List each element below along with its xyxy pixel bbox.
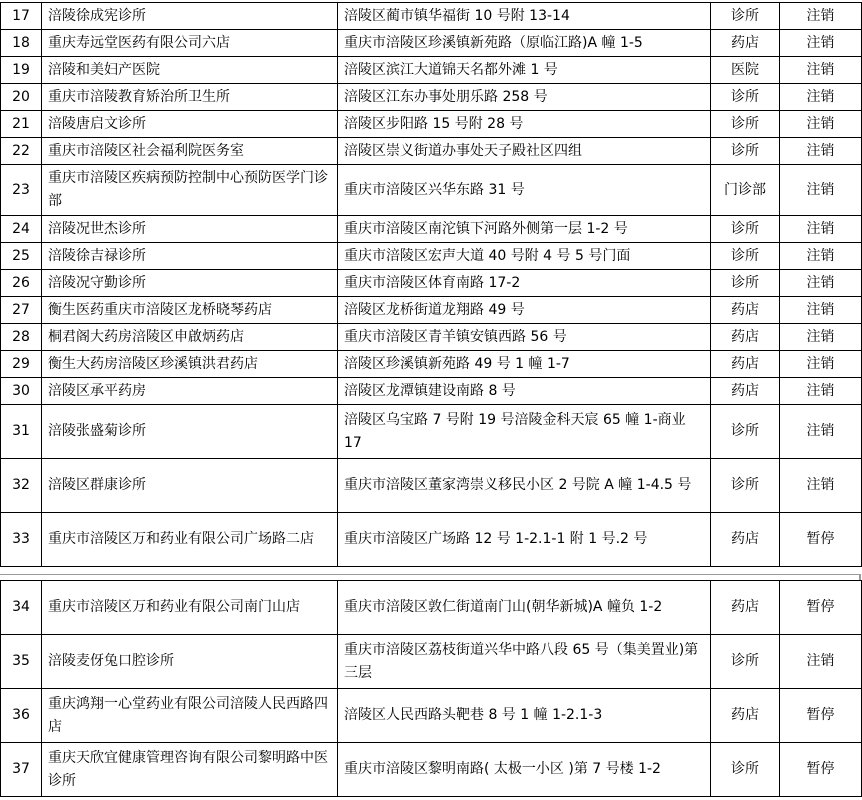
table-row	[1, 351, 862, 378]
institution-address: 涪陵区珍溪镇新苑路 49 号 1 幢 1-7	[338, 351, 711, 378]
status-value: 注销	[780, 378, 862, 405]
table-row	[1, 581, 862, 635]
institution-type: 诊所	[711, 405, 780, 459]
table-row	[1, 297, 862, 324]
institution-type: 诊所	[711, 216, 780, 243]
institution-type: 药店	[711, 689, 780, 743]
institution-name: 重庆市涪陵教育矫治所卫生所	[42, 84, 338, 111]
table-row	[1, 270, 862, 297]
institution-name: 重庆寿远堂医药有限公司六店	[42, 30, 338, 57]
table-row	[1, 30, 862, 57]
table-row	[1, 165, 862, 216]
institution-name: 重庆市涪陵区社会福利院医务室	[42, 138, 338, 165]
institution-type: 诊所	[711, 459, 780, 513]
status-value: 注销	[780, 30, 862, 57]
row-number: 18	[1, 30, 42, 57]
institution-type: 诊所	[711, 743, 780, 797]
institution-name: 涪陵唐启文诊所	[42, 111, 338, 138]
row-number: 36	[1, 689, 42, 743]
table-row	[1, 513, 862, 567]
records-table-body	[1, 3, 862, 567]
status-value: 注销	[780, 84, 862, 111]
institution-type: 药店	[711, 378, 780, 405]
institution-type: 药店	[711, 581, 780, 635]
table-row	[1, 3, 862, 30]
row-number: 25	[1, 243, 42, 270]
institution-address: 涪陵区滨江大道锦天名都外滩 1 号	[338, 57, 711, 84]
institution-address: 重庆市涪陵区董家湾崇义移民小区 2 号院 A 幢 1-4.5 号	[338, 459, 711, 513]
institution-name: 涪陵麦伢兔口腔诊所	[42, 635, 338, 689]
table-row	[1, 743, 862, 797]
status-value: 暂停	[780, 513, 862, 567]
institution-address: 重庆市涪陵区荔枝街道兴华中路八段 65 号（集美置业)第三层	[338, 635, 711, 689]
institution-type: 药店	[711, 324, 780, 351]
institution-name: 涪陵况世杰诊所	[42, 216, 338, 243]
table-row	[1, 216, 862, 243]
institution-type: 门诊部	[711, 165, 780, 216]
table-row	[1, 57, 862, 84]
institution-address: 重庆市涪陵区宏声大道 40 号附 4 号 5 号门面	[338, 243, 711, 270]
institution-name: 衡生大药房涪陵区珍溪镇洪君药店	[42, 351, 338, 378]
institution-name: 重庆鸿翔一心堂药业有限公司涪陵人民西路四店	[42, 689, 338, 743]
row-number: 31	[1, 405, 42, 459]
status-value: 注销	[780, 270, 862, 297]
status-value: 注销	[780, 635, 862, 689]
row-number: 29	[1, 351, 42, 378]
records-table-top	[0, 2, 862, 567]
status-value: 注销	[780, 405, 862, 459]
institution-address: 重庆市涪陵区体育南路 17-2	[338, 270, 711, 297]
status-value: 注销	[780, 351, 862, 378]
row-number: 26	[1, 270, 42, 297]
table-row	[1, 243, 862, 270]
institution-type: 诊所	[711, 111, 780, 138]
row-number: 37	[1, 743, 42, 797]
table-row	[1, 459, 862, 513]
institution-type: 药店	[711, 30, 780, 57]
row-number: 23	[1, 165, 42, 216]
row-number: 22	[1, 138, 42, 165]
row-number: 24	[1, 216, 42, 243]
row-number: 34	[1, 581, 42, 635]
institution-address: 涪陵区龙潭镇建设南路 8 号	[338, 378, 711, 405]
institution-name: 涪陵和美妇产医院	[42, 57, 338, 84]
institution-address: 重庆市涪陵区黎明南路( 太极一小区 )第 7 号楼 1-2	[338, 743, 711, 797]
institution-address: 重庆市涪陵区珍溪镇新苑路（原临江路)A 幢 1-5	[338, 30, 711, 57]
institution-name: 涪陵区承平药房	[42, 378, 338, 405]
row-number: 32	[1, 459, 42, 513]
institution-type: 诊所	[711, 84, 780, 111]
institution-address: 重庆市涪陵区南沱镇下河路外侧第一层 1-2 号	[338, 216, 711, 243]
institution-address: 涪陵区人民西路头靶巷 8 号 1 幢 1-2.1-3	[338, 689, 711, 743]
status-value: 注销	[780, 459, 862, 513]
table-row	[1, 405, 862, 459]
institution-name: 涪陵徐吉禄诊所	[42, 243, 338, 270]
status-value: 暂停	[780, 581, 862, 635]
status-value: 注销	[780, 138, 862, 165]
table-row	[1, 138, 862, 165]
table-row	[1, 635, 862, 689]
records-table-body	[1, 581, 862, 797]
row-number: 30	[1, 378, 42, 405]
institution-type: 诊所	[711, 270, 780, 297]
institution-name: 涪陵徐成宪诊所	[42, 3, 338, 30]
table-row	[1, 378, 862, 405]
institution-type: 药店	[711, 351, 780, 378]
status-value: 注销	[780, 111, 862, 138]
institution-type: 诊所	[711, 3, 780, 30]
status-value: 暂停	[780, 689, 862, 743]
institution-address: 涪陵区步阳路 15 号附 28 号	[338, 111, 711, 138]
institution-address: 涪陵区崇义街道办事处天子殿社区四组	[338, 138, 711, 165]
institution-type: 医院	[711, 57, 780, 84]
institution-type: 药店	[711, 297, 780, 324]
institution-name: 涪陵况守勤诊所	[42, 270, 338, 297]
table-row	[1, 111, 862, 138]
status-value: 注销	[780, 57, 862, 84]
institution-type: 诊所	[711, 243, 780, 270]
status-value: 注销	[780, 165, 862, 216]
row-number: 19	[1, 57, 42, 84]
row-number: 17	[1, 3, 42, 30]
records-table-bottom	[0, 580, 862, 797]
institution-address: 重庆市涪陵区敦仁街道南门山(朝华新城)A 幢负 1-2	[338, 581, 711, 635]
institution-name: 重庆市涪陵区万和药业有限公司南门山店	[42, 581, 338, 635]
institution-address: 重庆市涪陵区青羊镇安镇西路 56 号	[338, 324, 711, 351]
status-value: 注销	[780, 216, 862, 243]
institution-name: 涪陵区群康诊所	[42, 459, 338, 513]
table-row	[1, 324, 862, 351]
institution-type: 诊所	[711, 635, 780, 689]
status-value: 注销	[780, 3, 862, 30]
page-break-divider	[0, 574, 861, 575]
status-value: 注销	[780, 324, 862, 351]
row-number: 20	[1, 84, 42, 111]
institution-address: 涪陵区龙桥街道龙翔路 49 号	[338, 297, 711, 324]
institution-type: 诊所	[711, 138, 780, 165]
row-number: 35	[1, 635, 42, 689]
institution-name: 涪陵张盛菊诊所	[42, 405, 338, 459]
status-value: 注销	[780, 243, 862, 270]
row-number: 27	[1, 297, 42, 324]
institution-name: 桐君阁大药房涪陵区申啟炳药店	[42, 324, 338, 351]
institution-name: 重庆天欣宜健康管理咨询有限公司黎明路中医诊所	[42, 743, 338, 797]
institution-address: 重庆市涪陵区兴华东路 31 号	[338, 165, 711, 216]
institution-address: 涪陵区江东办事处朋乐路 258 号	[338, 84, 711, 111]
row-number: 33	[1, 513, 42, 567]
institution-name: 重庆市涪陵区万和药业有限公司广场路二店	[42, 513, 338, 567]
institution-name: 重庆市涪陵区疾病预防控制中心预防医学门诊部	[42, 165, 338, 216]
status-value: 暂停	[780, 743, 862, 797]
institution-address: 涪陵区蔺市镇华福街 10 号附 13-14	[338, 3, 711, 30]
institution-address: 重庆市涪陵区广场路 12 号 1-2.1-1 附 1 号.2 号	[338, 513, 711, 567]
table-row	[1, 689, 862, 743]
institution-name: 衡生医药重庆市涪陵区龙桥晓琴药店	[42, 297, 338, 324]
row-number: 21	[1, 111, 42, 138]
institution-address: 涪陵区乌宝路 7 号附 19 号涪陵金科天宸 65 幢 1-商业 17	[338, 405, 711, 459]
institution-type: 药店	[711, 513, 780, 567]
status-value: 注销	[780, 297, 862, 324]
row-number: 28	[1, 324, 42, 351]
table-row	[1, 84, 862, 111]
